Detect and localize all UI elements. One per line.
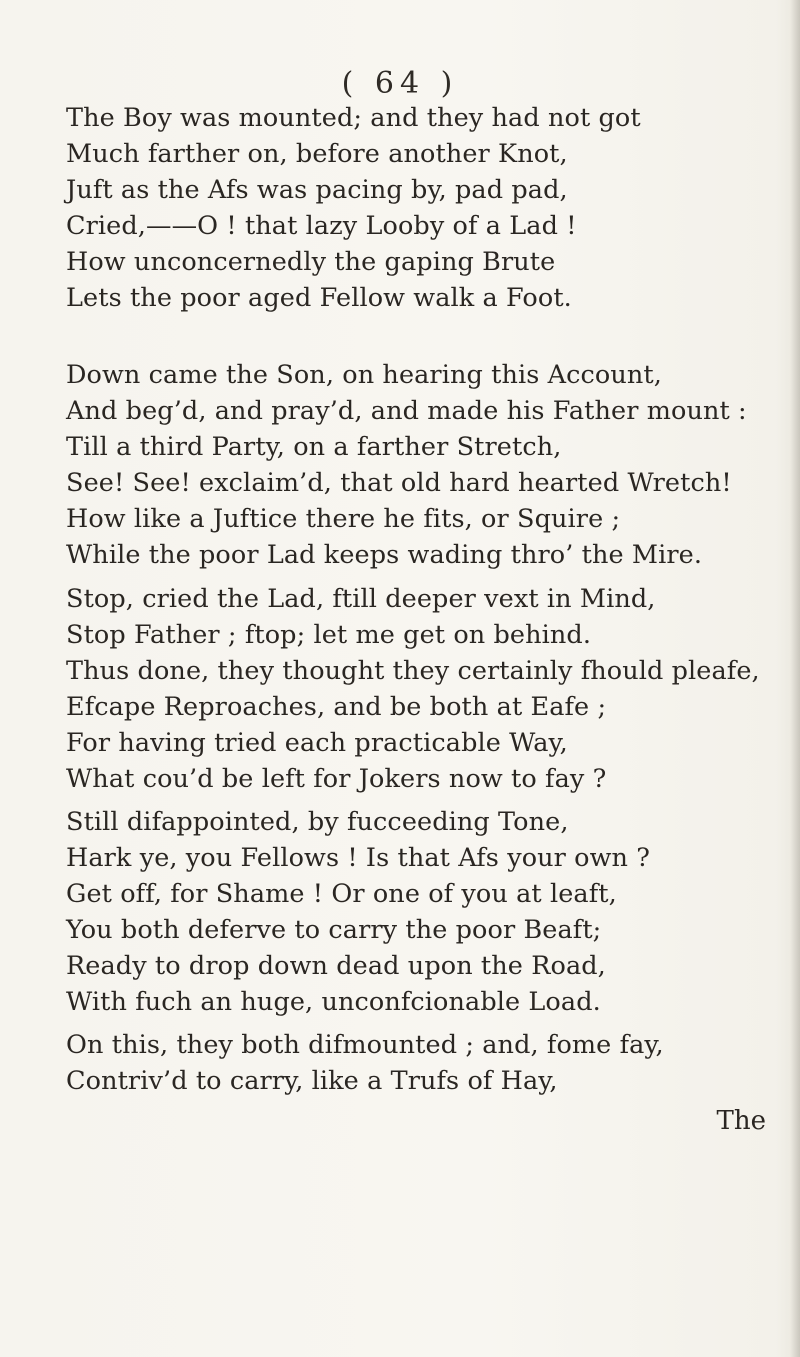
- verse-line: On this, they both difmounted ; and, fome fay,: [66, 1030, 664, 1060]
- verse-line: For having tried each practicable Way,: [66, 728, 568, 758]
- verse-line: How unconcernedly the gaping Brute: [66, 247, 556, 277]
- verse-line: Much farther on, before another Knot,: [66, 139, 568, 169]
- verse-line: The Boy was mounted; and they had not got: [66, 103, 641, 133]
- verse-line: Hark ye, you Fellows ! Is that Afs your own ?: [66, 843, 651, 873]
- verse-line: See! See! exclaim’d, that old hard hearted Wretch!: [66, 468, 732, 498]
- verse-line: And beg’d, and pray’d, and made his Father mount :: [66, 396, 747, 426]
- verse-line: Still difappointed, by fucceeding Tone,: [66, 807, 569, 837]
- verse-line: With fuch an huge, unconfcionable Load.: [66, 987, 601, 1017]
- stanza-3: [66, 581, 796, 797]
- stanza-2: [66, 357, 796, 573]
- verse-line: Ready to drop down dead upon the Road,: [66, 951, 606, 981]
- verse-line: Juft as the Afs was pacing by, pad pad,: [66, 175, 568, 205]
- verse-line: Cried,——O ! that lazy Looby of a Lad !: [66, 211, 577, 241]
- verse-line: Efcape Reproaches, and be both at Eafe ;: [66, 692, 607, 722]
- stanza-1: [66, 100, 796, 316]
- verse-line: You both deferve to carry the poor Beaft;: [66, 915, 602, 945]
- stanza-5: [66, 1027, 796, 1099]
- stanza-4: [66, 804, 796, 1020]
- verse-line: Till a third Party, on a farther Stretch,: [66, 432, 562, 462]
- verse-line: Contriv’d to carry, like a Trufs of Hay,: [66, 1066, 558, 1096]
- verse-line: Stop Father ; ftop; let me get on behind.: [66, 620, 592, 650]
- verse-line: Lets the poor aged Fellow walk a Foot.: [66, 283, 572, 313]
- verse-line: Thus done, they thought they certainly fhould pleafe,: [66, 656, 760, 686]
- verse-line: How like a Juftice there he fits, or Squire ;: [66, 504, 621, 534]
- verse-line: Down came the Son, on hearing this Account,: [66, 360, 662, 390]
- verse-line: What cou’d be left for Jokers now to fay ?: [66, 764, 607, 794]
- verse-line: Get off, for Shame ! Or one of you at leaft,: [66, 879, 617, 909]
- page-number: ( 64 ): [341, 66, 459, 101]
- verse-line: While the poor Lad keeps wading thro’ the Mire.: [66, 540, 703, 570]
- catchword: The: [716, 1106, 766, 1136]
- verse-line: Stop, cried the Lad, ftill deeper vext in Mind,: [66, 584, 656, 614]
